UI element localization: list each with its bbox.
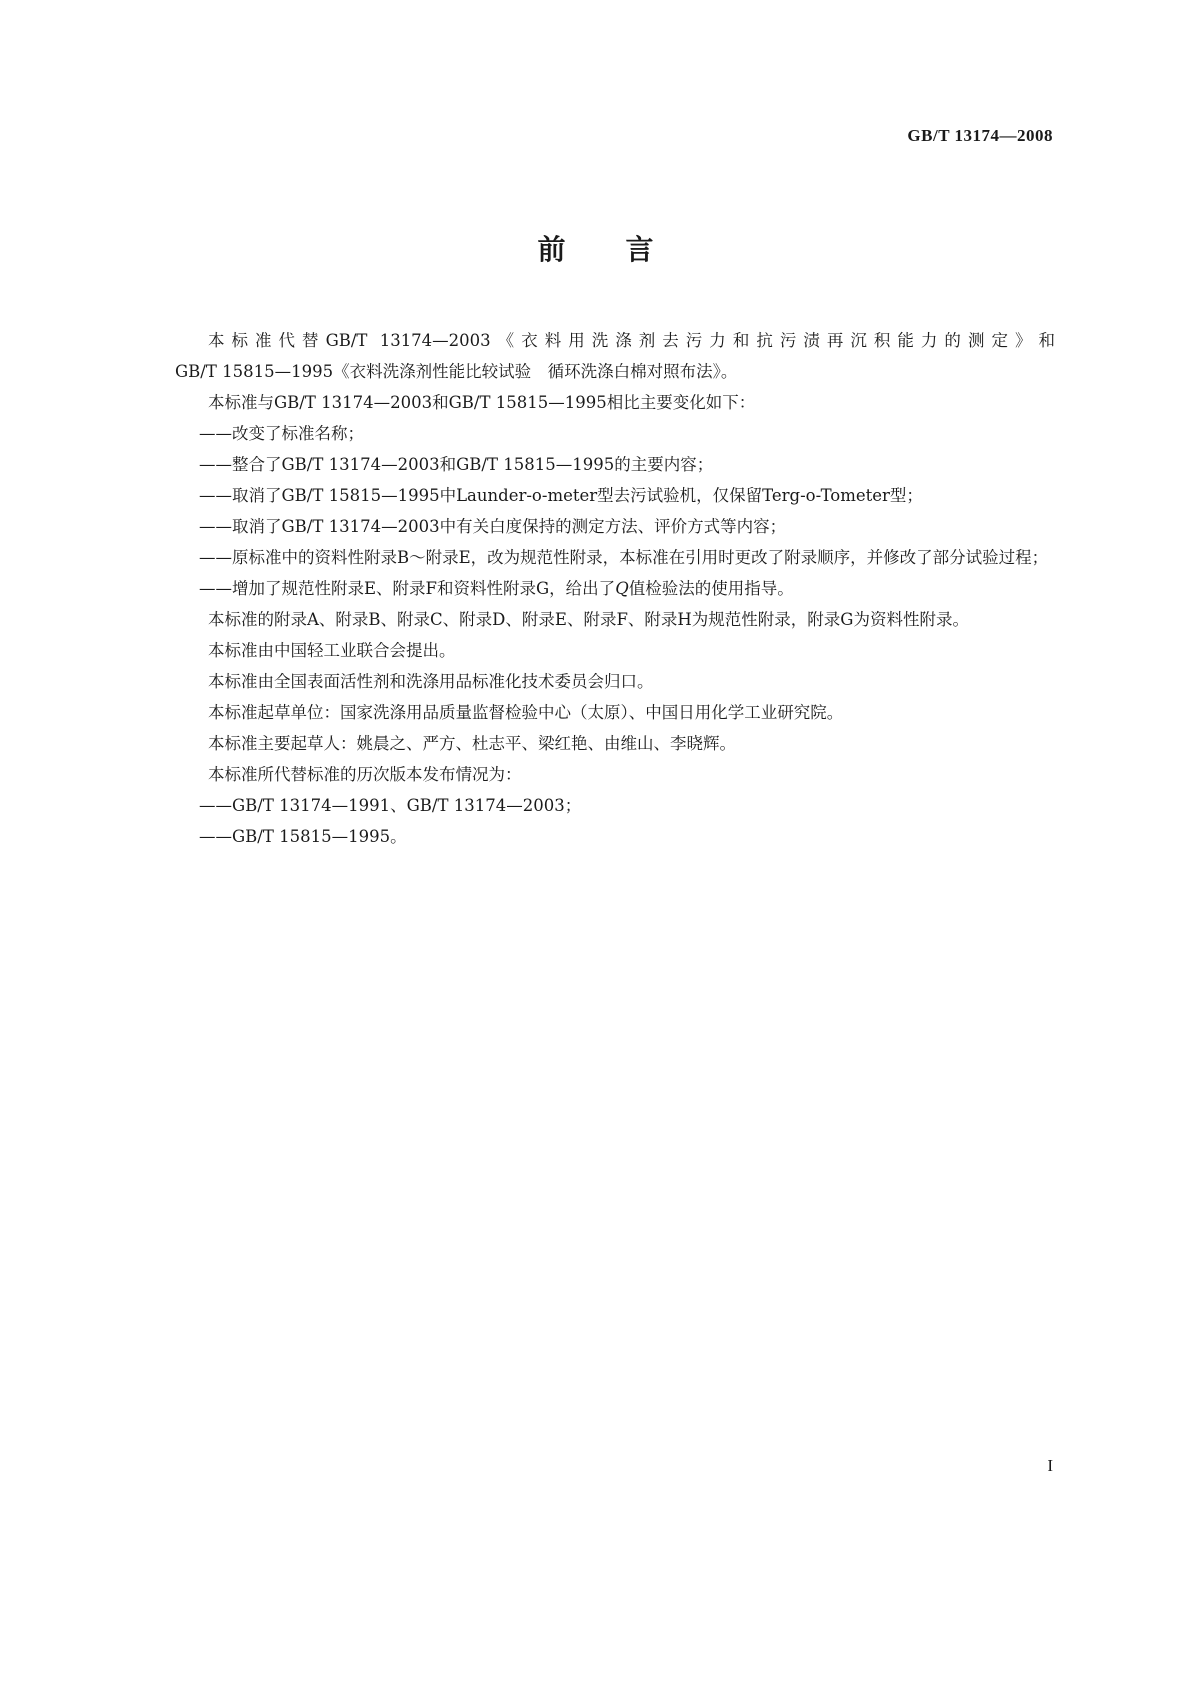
paragraph-changes-intro: 本标准与GB/T 13174—2003和GB/T 15815—1995相比主要变化如下： <box>208 393 756 412</box>
title-char-2: 言 <box>625 233 654 266</box>
paragraph-replaces-line2: GB/T 15815—1995《衣料洗涤剂性能比较试验 循环洗涤白棉对照布法》。 <box>175 362 738 381</box>
paragraph-replaces-line1: 本标准代替GB/T 13174—2003《衣料用洗涤剂去污力和抗污渍再沉积能力的测定》和 <box>208 331 1055 350</box>
change-item-6-pre: ——增加了规范性附录E、附录F和资料性附录G，给出了 <box>199 579 616 598</box>
standard-code: GB/T 13174—2008 <box>907 126 1053 145</box>
paragraph-annexes: 本标准的附录A、附录B、附录C、附录D、附录E、附录F、附录H为规范性附录，附录G为资料性附录。 <box>208 610 969 629</box>
paragraph-replaces <box>175 325 1055 356</box>
change-item-3: ——取消了GB/T 15815—1995中Launder-o-meter型去污试验机，仅保留Terg-o-Tometer型； <box>199 486 923 505</box>
paragraph-drafters: 本标准主要起草人：姚晨之、严方、杜志平、梁红艳、由维山、李晓辉。 <box>208 734 736 753</box>
change-item-6-post: 值检验法的使用指导。 <box>628 579 794 598</box>
change-item-6 <box>175 573 1055 604</box>
paragraph-drafting-units: 本标准起草单位：国家洗涤用品质量监督检验中心（太原）、中国日用化学工业研究院。 <box>208 703 844 722</box>
change-item-2: ——整合了GB/T 13174—2003和GB/T 15815—1995的主要内容； <box>199 455 714 474</box>
q-symbol: Q <box>615 579 629 598</box>
page-title <box>0 228 1191 268</box>
change-item-1: ——改变了标准名称； <box>199 424 364 443</box>
change-item-4: ——取消了GB/T 13174—2003中有关白度保持的测定方法、评价方式等内容； <box>199 517 787 536</box>
history-item-1: ——GB/T 13174—1991、GB/T 13174—2003； <box>199 796 582 815</box>
history-item-2: ——GB/T 15815—1995。 <box>199 827 407 846</box>
title-char-1: 前 <box>537 233 566 266</box>
paragraph-proposed-by: 本标准由中国轻工业联合会提出。 <box>208 641 456 660</box>
page-number: I <box>1047 1456 1053 1475</box>
change-item-5: ——原标准中的资料性附录B～附录E，改为规范性附录，本标准在引用时更改了附录顺序，并修改了部分试验过程； <box>199 548 1049 567</box>
foreword-body <box>175 325 1055 852</box>
paragraph-administered-by: 本标准由全国表面活性剂和洗涤用品标准化技术委员会归口。 <box>208 672 654 691</box>
paragraph-history-intro: 本标准所代替标准的历次版本发布情况为： <box>208 765 522 784</box>
